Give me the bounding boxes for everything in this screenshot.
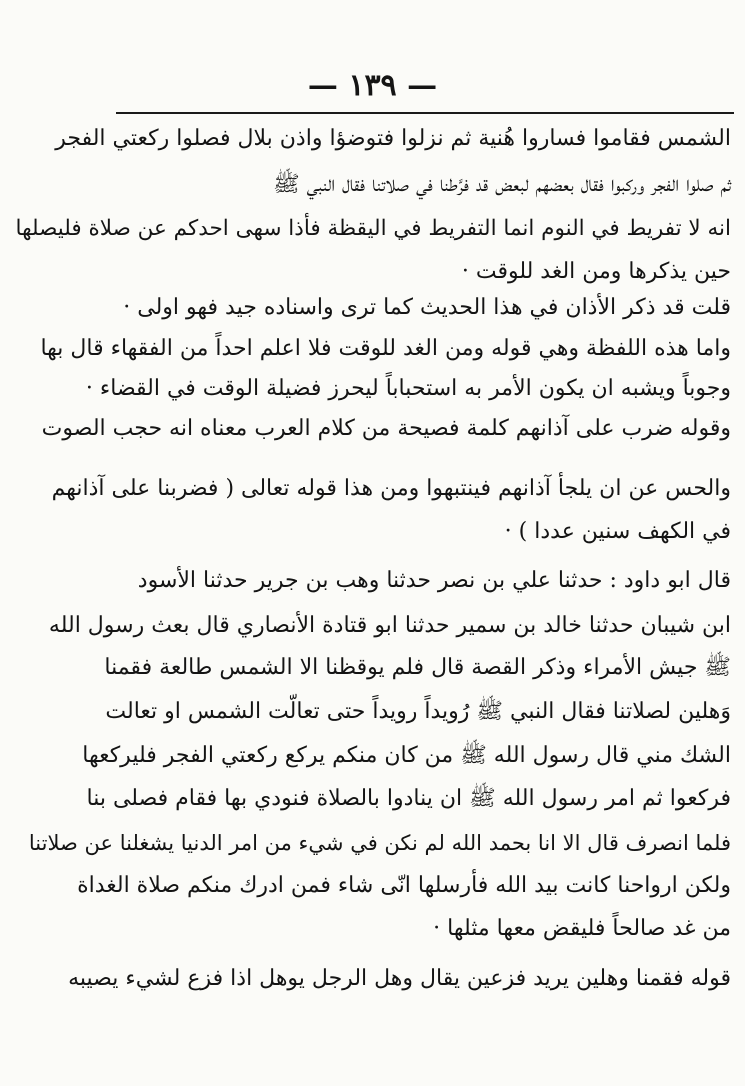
text-line: ولكن ارواحنا كانت بيد الله فأرسلها انّى شاء فمن ادرك منكم صلاة الغداة — [77, 873, 731, 898]
text-line: حين يذكرها ومن الغد للوقت · — [461, 259, 731, 284]
text-line: وجوباً ويشبه ان يكون الأمر به استحباباً ليحرز فضيلة الوقت في القضاء · — [85, 376, 731, 401]
text-line: ﷺ جيش الأمراء وذكر القصة قال فلم يوقظنا الا الشمس طالعة فقمنا — [104, 655, 731, 680]
text-line: في الكهف سنين عددا ) · — [504, 519, 731, 544]
page-number: — ١٣٩ — — [307, 68, 438, 103]
text-line: واما هذه اللفظة وهي قوله ومن الغد للوقت فلا اعلم احداً من الفقهاء قال بها — [40, 336, 731, 361]
text-line: فلما انصرف قال الا انا بحمد الله لم نكن في شيء من امر الدنيا يشغلنا عن صلاتنا — [28, 831, 731, 855]
text-line: وَهلين لصلاتنا فقال النبي ﷺ رُويداً رويداً حتى تعالّت الشمس او تعالت — [105, 699, 731, 724]
text-line: والحس عن ان يلجأ آذانهم فينتبهوا ومن هذا قوله تعالى ( فضربنا على آذانهم — [51, 476, 731, 501]
text-line: قوله فقمنا وهلين يريد فزعين يقال وهل الرجل يوهل اذا فزع لشيء يصيبه — [68, 966, 731, 991]
text-line: قلت قد ذكر الأذان في هذا الحديث كما ترى واسناده جيد فهو اولى · — [123, 295, 731, 320]
text-line: فركعوا ثم امر رسول الله ﷺ ان ينادوا بالصلاة فنودي بها فقام فصلى بنا — [86, 786, 731, 811]
text-line: قال ابو داود : حدثنا علي بن نصر حدثنا وهب بن جرير حدثنا الأسود — [137, 568, 731, 593]
text-line: ثم صلوا الفجر وركبوا فقال بعضهم لبعض قد فرَّطنا في صلاتنا فقال النبي ﷺ — [273, 172, 731, 197]
text-line: انه لا تفريط في النوم انما التفريط في اليقظة فأذا سهى احدكم عن صلاة فليصلها — [15, 216, 731, 241]
header-rule — [116, 112, 734, 114]
text-line: من غد صالحاً فليقض معها مثلها · — [433, 916, 731, 941]
text-line: الشمس فقاموا فساروا هُنية ثم نزلوا فتوضؤا واذن بلال فصلوا ركعتي الفجر — [55, 126, 731, 151]
text-line: الشك مني قال رسول الله ﷺ من كان منكم يركع ركعتي الفجر فليركعها — [82, 743, 731, 768]
text-line: وقوله ضرب على آذانهم كلمة فصيحة من كلام العرب معناه انه حجب الصوت — [41, 416, 731, 441]
text-line: ابن شيبان حدثنا خالد بن سمير حدثنا ابو قتادة الأنصاري قال بعث رسول الله — [48, 613, 731, 638]
